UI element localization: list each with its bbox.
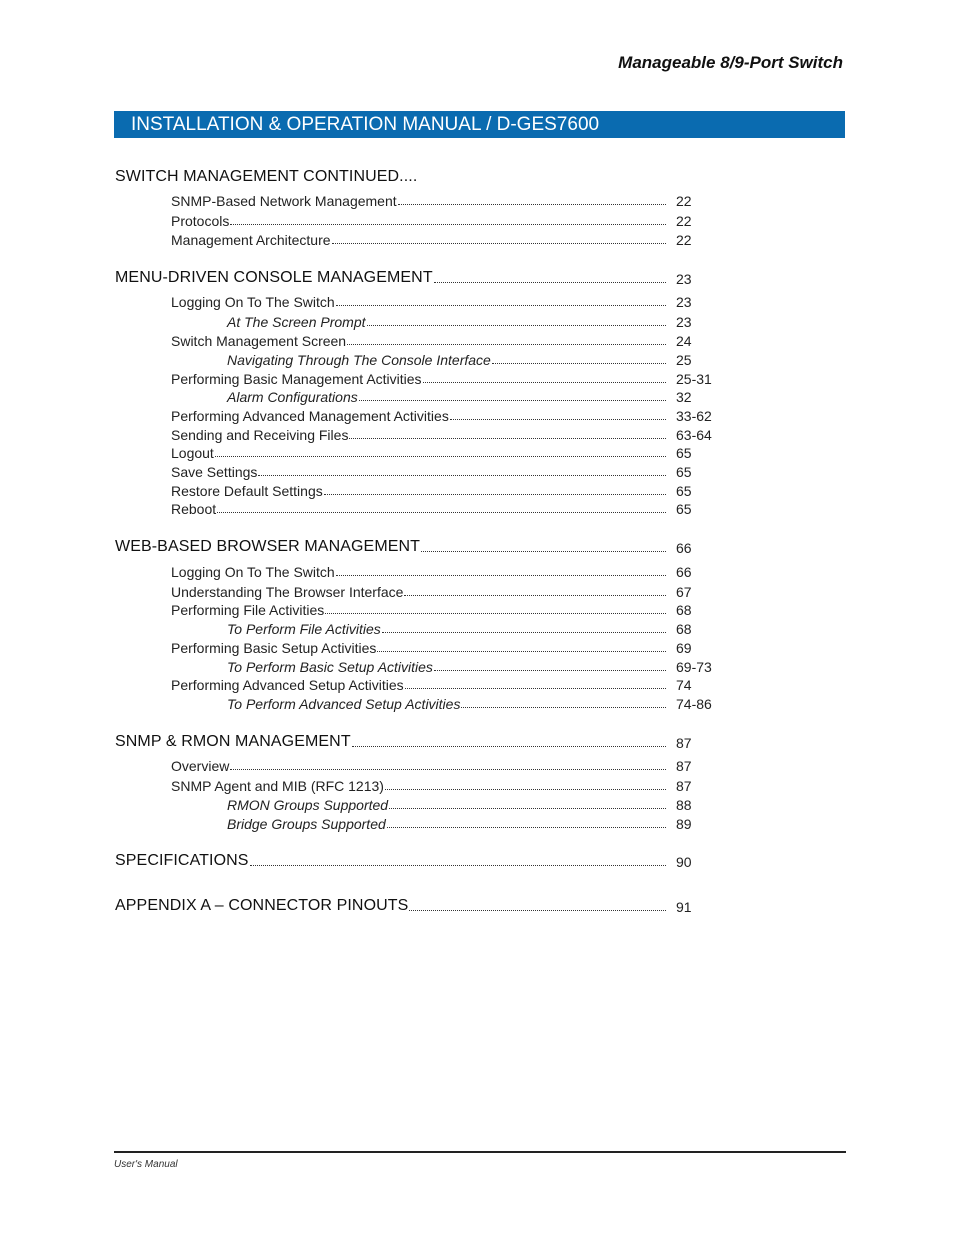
toc-entry (227, 385, 692, 405)
toc-dot-leader (347, 343, 666, 345)
toc-entry (171, 636, 692, 656)
toc-entry (171, 460, 692, 480)
toc-entry (171, 423, 712, 443)
toc-dot-leader (382, 631, 666, 633)
toc-dot-leader (409, 909, 666, 911)
toc-entry-label: SNMP Agent and MIB (RFC 1213) (171, 778, 384, 794)
toc-entry-label: Management Architecture (171, 232, 331, 248)
toc-dot-leader (434, 281, 666, 283)
toc-dot-leader (352, 745, 666, 747)
toc-dot-leader (349, 437, 666, 439)
toc-page-number: 22 (676, 232, 692, 248)
toc-dot-leader (324, 493, 666, 495)
toc-entry (171, 441, 692, 461)
toc-page-number: 22 (676, 193, 692, 209)
toc-entry-label: SPECIFICATIONS (115, 852, 249, 869)
toc-entry (171, 754, 692, 774)
toc-entry-label: Logging On To The Switch (171, 564, 335, 580)
toc-entry-label: Navigating Through The Console Interface (227, 352, 491, 368)
toc-dot-leader (367, 324, 666, 326)
toc-entry-label: MENU-DRIVEN CONSOLE MANAGEMENT (115, 269, 433, 286)
toc-entry (171, 367, 712, 387)
toc-page-number: 65 (676, 483, 692, 499)
toc-entry-label: APPENDIX A – CONNECTOR PINOUTS (115, 897, 409, 914)
toc-dot-leader (434, 669, 666, 671)
toc-page-number: 69 (676, 640, 692, 656)
toc-entry-label: To Perform File Activities (227, 621, 381, 637)
toc-entry-label: To Perform Advanced Setup Activities (227, 696, 461, 712)
toc-entry (171, 479, 692, 499)
toc-entry-label: Save Settings (171, 464, 258, 480)
toc-section-heading (115, 166, 666, 186)
toc-entry-label: Performing Basic Management Activities (171, 371, 422, 387)
toc-entry-label: Understanding The Browser Interface (171, 584, 404, 600)
toc-entry (171, 598, 692, 618)
toc-page-number: 22 (676, 213, 692, 229)
toc-page-number: 74-86 (676, 696, 712, 712)
toc-entry (171, 329, 692, 349)
toc-dot-leader (377, 650, 666, 652)
toc-page-number: 23 (676, 314, 692, 330)
toc-dot-leader (336, 574, 666, 576)
toc-page-number: 68 (676, 621, 692, 637)
toc-section-heading (115, 536, 692, 556)
toc-dot-leader (215, 455, 666, 457)
toc-dot-leader (421, 550, 666, 552)
toc-section-heading (115, 850, 692, 870)
toc-dot-leader (389, 807, 666, 809)
toc-dot-leader (230, 223, 666, 225)
toc-page-number: 68 (676, 602, 692, 618)
toc-page-number: 65 (676, 464, 692, 480)
toc-dot-leader (387, 826, 666, 828)
toc-page-number: 23 (676, 294, 692, 310)
toc-entry (227, 793, 692, 813)
toc-page-number: 65 (676, 445, 692, 461)
toc-page-number: 65 (676, 501, 692, 517)
toc-entry (171, 497, 692, 517)
toc-entry-label: Reboot (171, 501, 217, 517)
toc-page-number: 67 (676, 584, 692, 600)
toc-page-number: 87 (676, 778, 692, 794)
footer-text: User's Manual (114, 1159, 178, 1170)
toc-dot-leader (423, 381, 666, 383)
toc-section-heading (115, 267, 692, 287)
toc-entry-label: WEB-BASED BROWSER MANAGEMENT (115, 538, 421, 555)
toc-entry (227, 812, 692, 832)
toc-entry (227, 655, 712, 675)
toc-page-number: 87 (676, 758, 692, 774)
toc-entry (171, 209, 692, 229)
toc-page-number: 25-31 (676, 371, 712, 387)
toc-entry (171, 189, 692, 209)
toc-dot-leader (332, 242, 666, 244)
toc-entry (171, 580, 692, 600)
toc-page-number: 74 (676, 677, 692, 693)
toc-entry-label: Performing Advanced Setup Activities (171, 677, 404, 693)
toc-entry-label: At The Screen Prompt (227, 314, 366, 330)
toc-entry-label: Performing Advanced Management Activities (171, 408, 449, 424)
toc-page-number: 63-64 (676, 427, 712, 443)
toc-entry (227, 310, 692, 330)
toc-dot-leader (385, 788, 666, 790)
toc-entry-label: Switch Management Screen (171, 333, 347, 349)
toc-page-number: 91 (676, 899, 692, 915)
toc-page-number: 69-73 (676, 659, 712, 675)
toc-entry (227, 692, 712, 712)
toc-dot-leader (404, 594, 666, 596)
toc-entry-label: Logout (171, 445, 214, 461)
toc-dot-leader (405, 687, 666, 689)
toc-page-number: 32 (676, 389, 692, 405)
toc-entry (227, 617, 692, 637)
toc-entry (171, 673, 692, 693)
toc-entry-label: Performing Basic Setup Activities (171, 640, 377, 656)
toc-page-number: 25 (676, 352, 692, 368)
toc-entry-label: SNMP-Based Network Management (171, 193, 397, 209)
toc-dot-leader (258, 474, 666, 476)
toc-entry-label: RMON Groups Supported (227, 797, 389, 813)
toc-entry-label: Alarm Configurations (227, 389, 358, 405)
toc-entry-label: SWITCH MANAGEMENT CONTINUED.... (115, 168, 418, 185)
toc-dot-leader (359, 399, 666, 401)
toc-entry (171, 560, 692, 580)
toc-entry (171, 228, 692, 248)
toc-entry-label: To Perform Basic Setup Activities (227, 659, 433, 675)
toc-page-number: 33-62 (676, 408, 712, 424)
banner-title: INSTALLATION & OPERATION MANUAL / D-GES7600 (131, 114, 600, 135)
running-header-title: Manageable 8/9-Port Switch (618, 53, 843, 72)
toc-dot-leader (461, 706, 666, 708)
toc-entry (227, 348, 692, 368)
toc-dot-leader (398, 203, 666, 205)
toc-entry-label: Sending and Receiving Files (171, 427, 349, 443)
toc-entry-label: SNMP & RMON MANAGEMENT (115, 733, 351, 750)
toc-page-number: 24 (676, 333, 692, 349)
toc-dot-leader (325, 612, 666, 614)
toc-entry-label: Protocols (171, 213, 230, 229)
toc-entry-label: Restore Default Settings (171, 483, 323, 499)
toc-page-number: 89 (676, 816, 692, 832)
toc-page-number: 90 (676, 854, 692, 870)
toc-section-heading (115, 731, 692, 751)
toc-page-number: 66 (676, 564, 692, 580)
toc-entry-label: Overview (171, 758, 230, 774)
toc-dot-leader (450, 418, 666, 420)
toc-entry (171, 290, 692, 310)
toc-entry (171, 404, 712, 424)
toc-entry-label: Logging On To The Switch (171, 294, 335, 310)
toc-page-number: 66 (676, 540, 692, 556)
toc-dot-leader (217, 511, 666, 513)
toc-entry (171, 774, 692, 794)
toc-dot-leader (336, 304, 666, 306)
toc-page-number: 23 (676, 271, 692, 287)
toc-dot-leader (230, 768, 666, 770)
toc-entry-label: Performing File Activities (171, 602, 325, 618)
toc-dot-leader (492, 362, 666, 364)
footer-rule (114, 1151, 846, 1153)
toc-section-heading (115, 895, 692, 915)
toc-dot-leader (250, 864, 666, 866)
toc-page-number: 88 (676, 797, 692, 813)
toc-page-number: 87 (676, 735, 692, 751)
toc-entry-label: Bridge Groups Supported (227, 816, 386, 832)
